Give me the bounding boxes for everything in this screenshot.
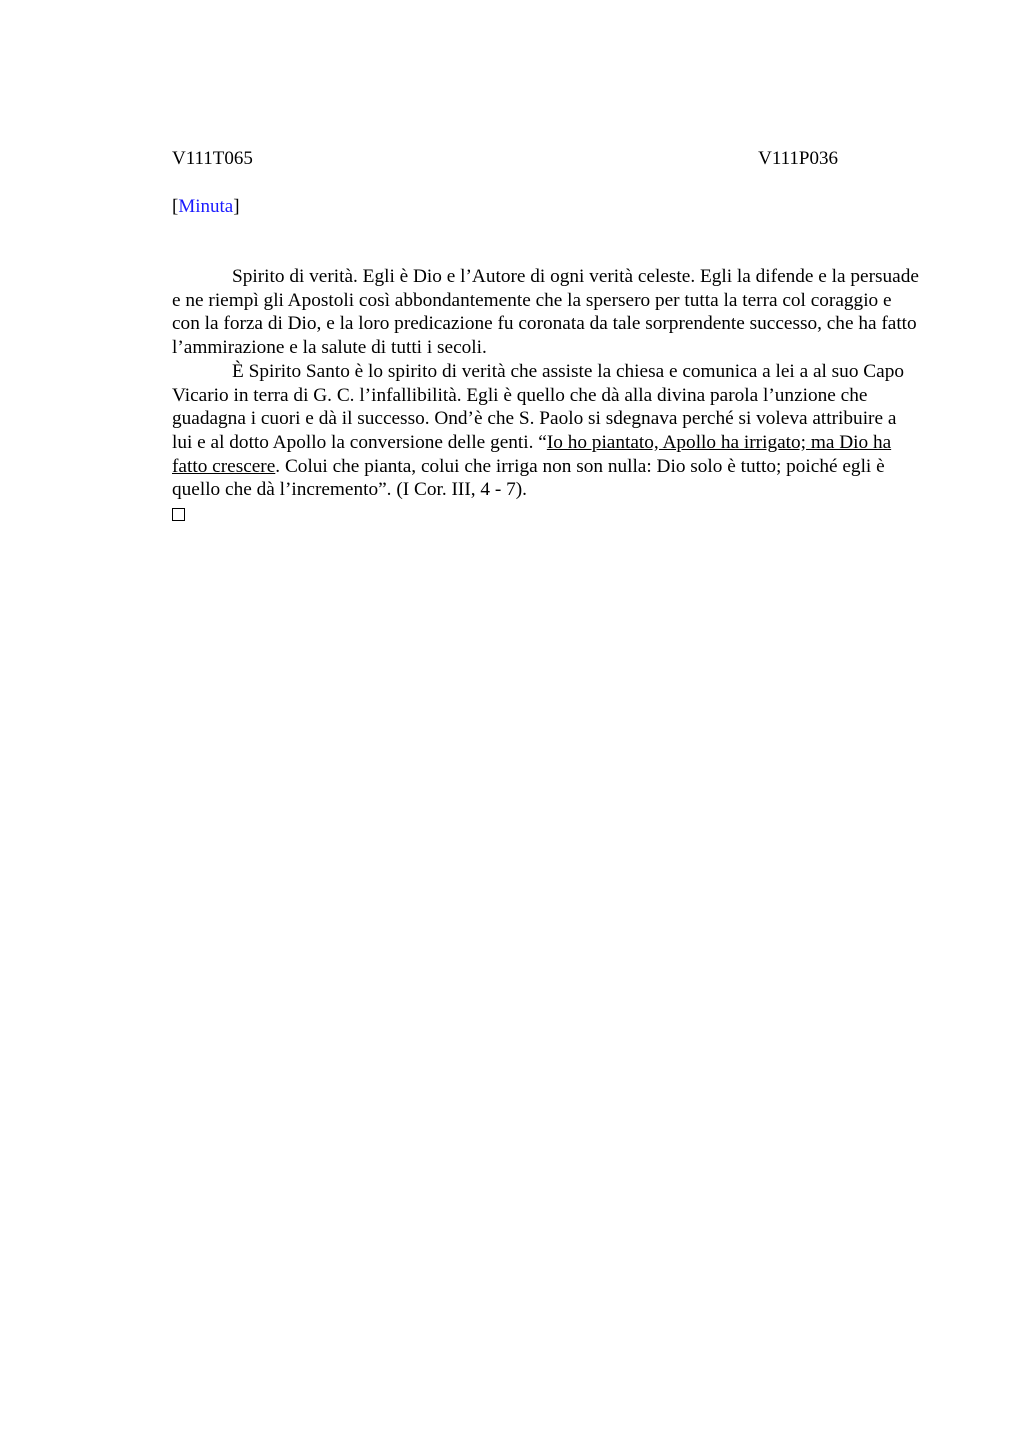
paragraph-2-text-after: . Colui che pianta, colui che irriga non son nulla: Dio solo è tutto; poiché egli è quello che dà l’incremento”. (I Cor. III, 4 - 7).	[172, 455, 885, 501]
minuta-note	[172, 195, 240, 219]
square-icon	[172, 508, 185, 521]
document-code-right: V111P036	[758, 148, 838, 169]
underlined-quote: Io ho piantato, Apollo ha irrigato; ma Dio ha fatto crescere	[172, 431, 892, 477]
document-body	[172, 265, 920, 528]
open-bracket: [	[172, 196, 179, 217]
page-header	[172, 147, 838, 171]
paragraph-2-text-before: È Spirito Santo è lo spirito di verità che assiste la chiesa e comunica a lei a al suo Capo Vicario in terra di G. C. l’infallibilità. Egli è quello che dà alla divina parola l’unzione che guadagna i cuori e dà il successo. Ond’è che S. Paolo si sdegnava perché si voleva attribuire a lui e al dotto Apollo la conversione delle genti. “	[172, 360, 904, 453]
paragraph-2	[172, 360, 920, 502]
paragraph-1: Spirito di verità. Egli è Dio e l’Autore di ogni verità celeste. Egli la difende e la persuade e ne riempì gli Apostoli così abbondantemente che la spersero per tutta la terra col coraggio e con la forza di Dio, e la loro predicazione fu coronata da tale sorprendente successo, che ha fatto l’ammirazione e la salute di tutti i secoli.	[172, 266, 919, 359]
end-marker	[172, 502, 920, 528]
document-code-left: V111T065	[172, 148, 253, 169]
minuta-link[interactable]: Minuta	[178, 196, 234, 217]
close-bracket: ]	[233, 196, 240, 217]
